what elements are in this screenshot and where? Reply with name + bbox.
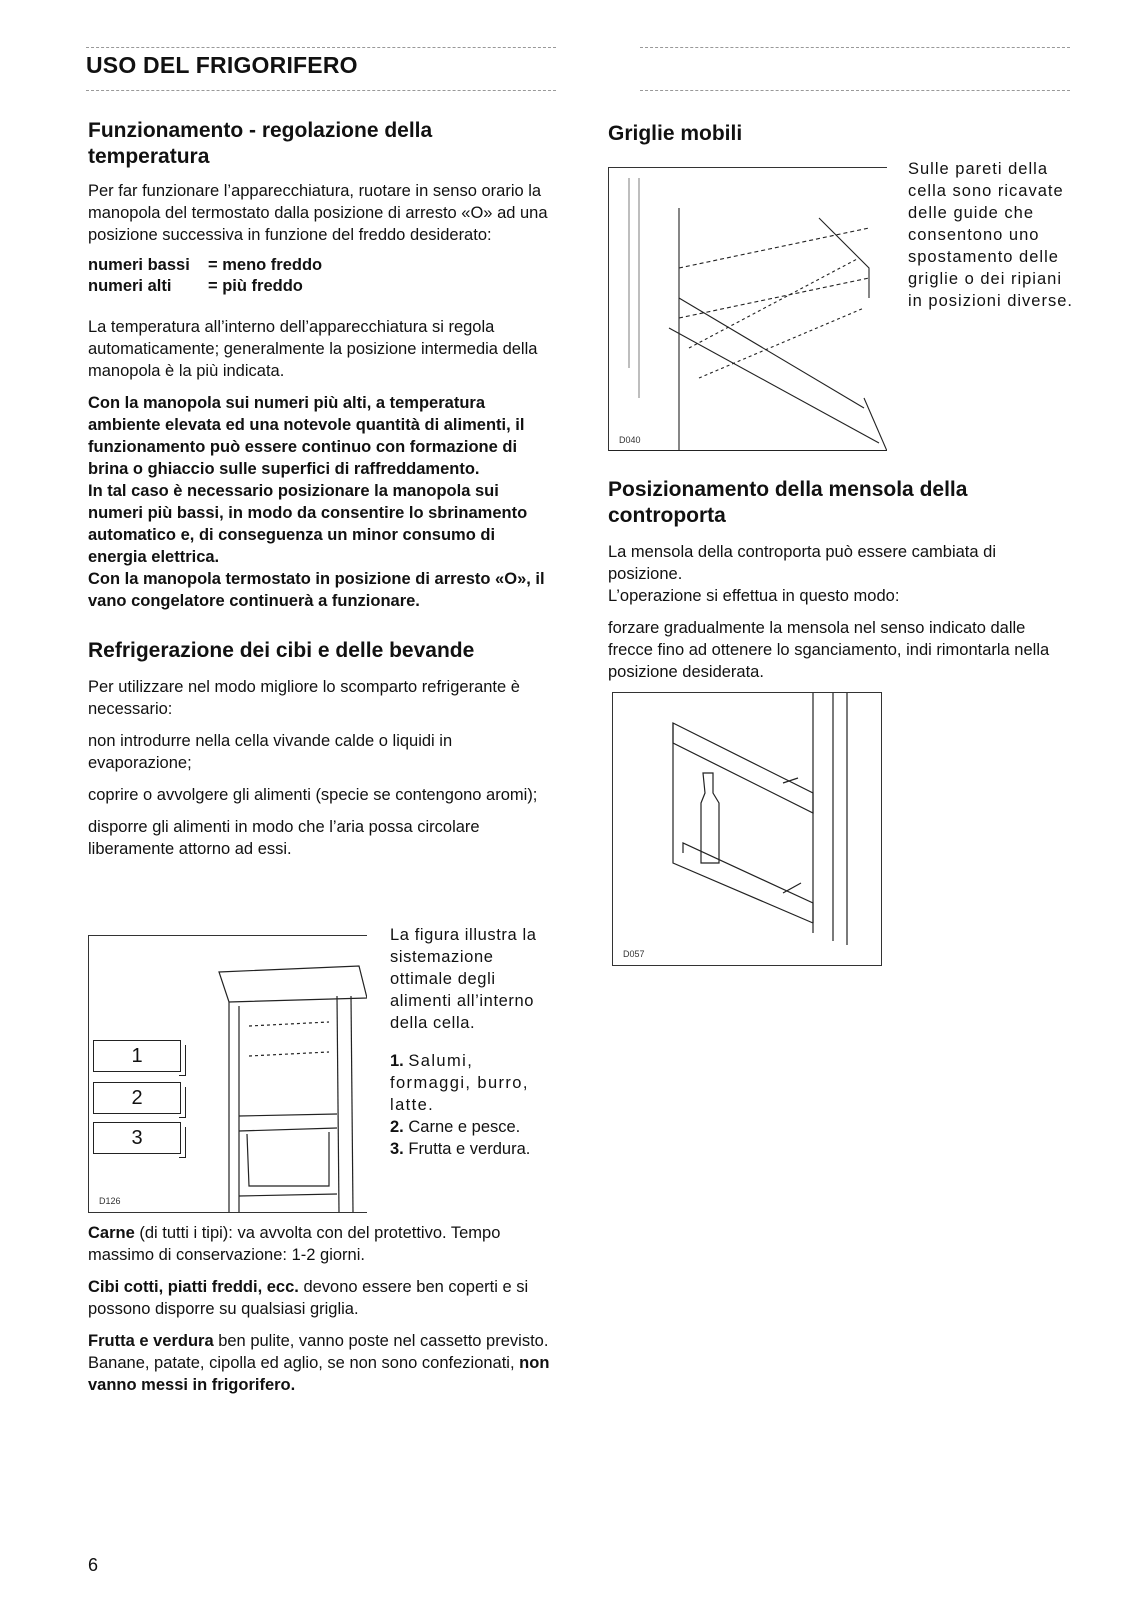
table-value: = meno freddo	[208, 256, 323, 274]
header-rule-top-right	[640, 47, 1070, 48]
header-rule-bottom-right	[640, 90, 1070, 91]
header-rule-bottom	[86, 90, 556, 91]
section-mensola	[608, 477, 1073, 683]
list-item: 1. Salumi, formaggi, burro, latte.	[390, 1052, 529, 1114]
section-title: Posizionamento della mensola della controporta	[608, 478, 968, 527]
paragraph: La mensola della controporta può essere cambiata di posizione.	[608, 543, 996, 583]
note-carne: Carne (di tutti i tipi): va avvolta con del protettivo. Tempo massimo di conservazione: 1-2 giorni.	[88, 1224, 501, 1264]
note-cibi: Cibi cotti, piatti freddi, ecc. devono essere ben coperti e si possono disporre su qualsiasi griglia.	[88, 1278, 529, 1318]
paragraph: forzare gradualmente la mensola nel senso indicato dalle frecce fino ad ottenere lo sganciamento, indi rimontarla nella posizione desiderata.	[608, 619, 1050, 681]
intro-paragraph: Per far funzionare l’apparecchiatura, ruotare in senso orario la manopola del termostato dalla posizione di arresto «O» ad una posizione successiva in funzione del freddo desiderato:	[88, 182, 548, 244]
thermostat-table	[88, 256, 553, 296]
door-shelf-figure	[612, 692, 882, 966]
list-item: 3. Frutta e verdura.	[390, 1140, 531, 1158]
paragraph: disporre gli alimenti in modo che l’aria possa circolare liberamente attorno ad essi.	[88, 818, 480, 858]
page-number: 6	[88, 1555, 99, 1575]
note-frutta: Frutta e verdura ben pulite, vanno poste nel cassetto previsto.	[88, 1332, 549, 1350]
warning-paragraph: Con la manopola sui numeri più alti, a temperatura ambiente elevata ed una notevole quantità di alimenti, il funzionamento può essere continuo con formazione di brina o ghiaccio sulle superfici di raffreddamento.	[88, 394, 525, 478]
figure-caption-block	[390, 924, 555, 1160]
paragraph: coprire o avvolgere gli alimenti (specie se contengono aromi);	[88, 786, 538, 804]
section-funzionamento	[88, 118, 553, 860]
list-item: 2. Carne e pesce.	[390, 1118, 521, 1136]
paragraph: L’operazione si effettua in questo modo:	[608, 587, 900, 605]
door-shelf-illustration	[613, 693, 881, 965]
warning-paragraph: Con la manopola termostato in posizione di arresto «O», il vano congelatore continuerà a funzionare.	[88, 570, 545, 610]
fridge-layout-figure	[88, 935, 367, 1213]
header-rule-top	[86, 47, 556, 48]
note-banane: Banane, patate, cipolla ed aglio, se non sono confezionati, non vanno messi in frigorifero.	[88, 1354, 550, 1394]
zone-box-3: 3	[93, 1122, 181, 1154]
paragraph: Per utilizzare nel modo migliore lo scomparto refrigerante è necessario:	[88, 678, 520, 718]
table-key: numeri alti	[88, 277, 172, 295]
fridge-illustration	[89, 936, 367, 1212]
figure-code: D126	[99, 1196, 121, 1206]
section-title-griglie: Griglie mobili	[608, 122, 743, 145]
section-title: Refrigerazione dei cibi e delle bevande	[88, 639, 475, 662]
paragraph: non introdurre nella cella vivande calde o liquidi in evaporazione;	[88, 732, 453, 772]
paragraph: La temperatura all’interno dell’apparecchiatura si regola automaticamente; generalmente la posizione intermedia della manopola è la più indicata.	[88, 318, 538, 380]
table-key: numeri bassi	[88, 256, 190, 274]
figure-caption: La figura illustra la sistemazione ottimale degli alimenti all’interno della cella.	[390, 926, 537, 1032]
shelf-guides-figure	[608, 167, 887, 451]
food-notes	[88, 1222, 556, 1396]
table-value: = più freddo	[208, 277, 303, 295]
shelf-illustration	[609, 168, 887, 451]
figure-code: D057	[623, 949, 645, 959]
page-header-title: USO DEL FRIGORIFERO	[86, 52, 358, 78]
food-zone-list	[390, 1050, 555, 1160]
section-title: Funzionamento - regolazione della temperatura	[88, 119, 433, 168]
zone-box-2: 2	[93, 1082, 181, 1114]
zone-box-1: 1	[93, 1040, 181, 1072]
figure-code: D040	[619, 435, 641, 445]
warning-paragraph: In tal caso è necessario posizionare la manopola sui numeri più bassi, in modo da consentire lo sbrinamento automatico e, di conseguenza un minor consumo di energia elettrica.	[88, 482, 528, 566]
griglie-text: Sulle pareti della cella sono ricavate delle guide che consentono uno spostamento delle griglie o dei ripiani in posizioni diverse.	[908, 160, 1073, 310]
